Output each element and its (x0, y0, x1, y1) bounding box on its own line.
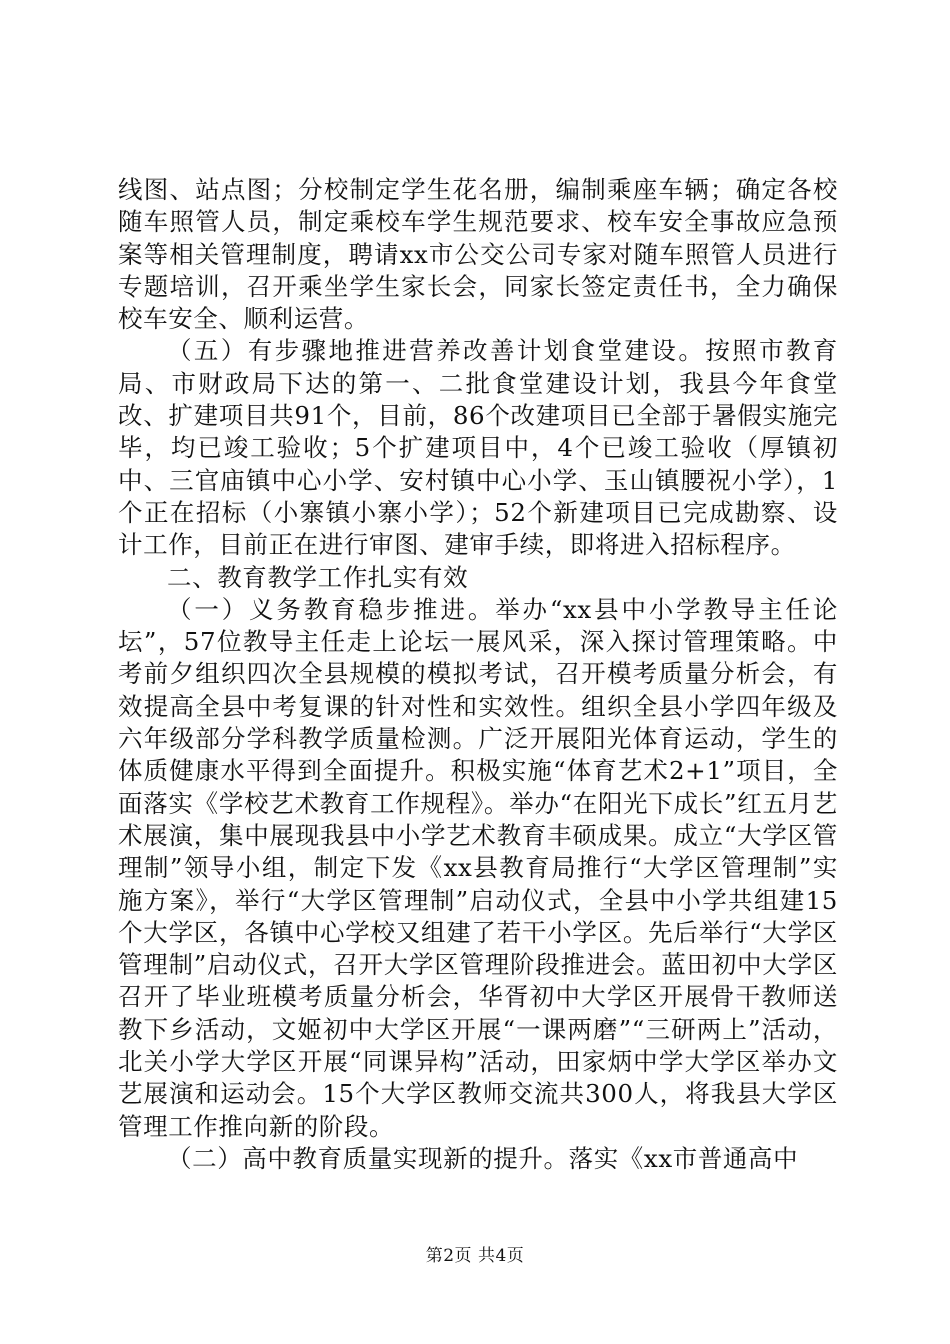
paragraph-high-school: （二）高中教育质量实现新的提升。落实《xx市普通高中 (167, 1143, 799, 1173)
paragraph-canteen-construction: （五）有步骤地推进营养改善计划食堂建设。按照市教育局、市财政局下达的第一、二批食堂建设计划，我县今年食堂改、扩建项目共91个，目前，86个改建项目已全部于暑假实施完毕，均已竣工验收；5个扩建项目中，4个已竣工验收（厚镇初中、三官庙镇中心小学、安村镇中心小学、玉山镇腰祝小学），1个正在招标（小寨镇小寨小学）；52个新建项目已完成勘察、设计工作，目前正在进行审图、建审手续，即将进入招标程序。 (118, 336, 838, 560)
document-body (118, 174, 838, 1175)
paragraph-compulsory-education: （一）义务教育稳步推进。举办“xx县中小学教导主任论坛”，57位教导主任走上论坛一展风采，深入探讨管理策略。中考前夕组织四次全县规模的模拟考试，召开模考质量分析会，有效提高全县中考复课的针对性和实效性。组织全县小学四年级及六年级部分学科教学质量检测。广泛开展阳光体育运动，学生的体质健康水平得到全面提升。积极实施“体育艺术2+1”项目，全面落实《学校艺术教育工作规程》。举办“在阳光下成长”红五月艺术展演，集中展现我县中小学艺术教育丰硕成果。成立“大学区管理制”领导小组，制定下发《xx县教育局推行“大学区管理制”实施方案》，举行“大学区管理制”启动仪式，全县中小学共组建15个大学区，各镇中心学校又组建了若干小学区。先后举行“大学区管理制”启动仪式，召开大学区管理阶段推进会。蓝田初中大学区召开了毕业班模考质量分析会，华胥初中大学区开展骨干教师送教下乡活动，文姬初中大学区开展“一课两磨”“三研两上”活动，北关小学大学区开展“同课异构”活动，田家炳中学大学区举办文艺展演和运动会。15个大学区教师交流共300人，将我县大学区管理工作推向新的阶段。 (118, 594, 838, 1141)
section-heading-teaching: 二、教育教学工作扎实有效 (167, 562, 469, 592)
page-number-footer: 第2页 共4页 (425, 1246, 525, 1266)
paragraph-continuation: 线图、站点图；分校制定学生花名册，编制乘座车辆；确定各校随车照管人员，制定乘校车学生规范要求、校车安全事故应急预案等相关管理制度，聘请xx市公交公司专家对随车照管人员进行专题培训，召开乘坐学生家长会，同家长签定责任书，全力确保校车安全、顺利运营。 (118, 175, 838, 334)
